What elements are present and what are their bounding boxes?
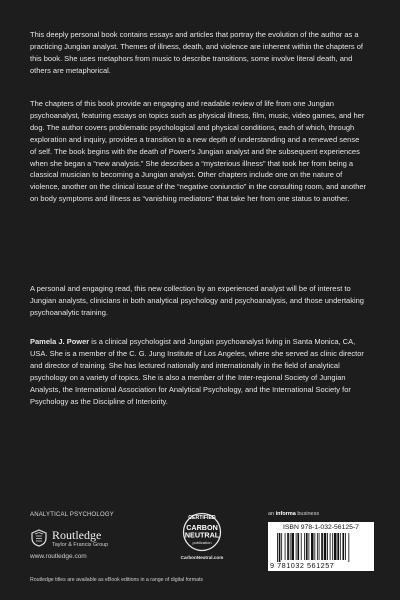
barcode-bar — [321, 533, 323, 560]
barcode-bar — [291, 533, 294, 560]
author-bio-text: is a clinical psychologist and Jungian psychoanalyst living in Santa Monica, CA, USA. She is a member of the C. G. Jung Institute of Los Angeles, where she served as clinic director and director of training. She has lectured nationally and internationally in the field of analytical psychology on a variety of topics. She is also a member of the Inter-regional Society of Jungian Analysts, the International Association for Analytical Psychology, and the International Society for Psychology as the Discipline of Interiority. — [30, 337, 364, 406]
barcode-bar — [277, 533, 278, 562]
informa-prefix: an — [268, 511, 276, 517]
isbn-text: ISBN 978-1-032-56125-7 — [283, 524, 359, 531]
barcode-bar — [342, 533, 344, 560]
description-text-2: The chapters of this book provide an engaging and readable review of life from one Jungian psychoanalyst, featuring essays on topics such as physical illness, film, music, video games, and her dog. The author covers problematic psychological and physical conditions, each of which, through exploration and inquiry, provides a transition to a new depth of understanding and a renewed sense of self. The book begins with the death of Power's Jungian analyst and the subsequent experiences when she began a “new analysis.” She describes a “mysterious illness” that took her from being a classical musician to becoming a Jungian analyst. Other chapters include one on the nature of violence, another on the clinical issue of the “negative coniunctio” in the consulting room, and another on body symptoms and illness as “vanishing mediators” that take her from one status to another. — [30, 99, 367, 204]
description-paragraph-2 — [30, 98, 367, 205]
author-bio — [30, 336, 367, 407]
barcode-bar — [279, 533, 281, 562]
description-paragraph-1 — [30, 29, 367, 77]
ebook-availability-note: Routledge titles are available as eBook editions in a range of digital formats — [30, 577, 204, 583]
barcode-bar — [301, 533, 302, 560]
informa-business-label — [268, 511, 319, 517]
publisher-name: Routledge — [52, 528, 102, 542]
publisher-logo — [30, 529, 166, 565]
seal-carbon-text: CARBON — [186, 523, 218, 532]
barcode-bar — [308, 533, 309, 560]
isbn-barcode — [268, 522, 374, 571]
barcode-bar — [304, 533, 305, 560]
barcode-bar — [317, 533, 318, 560]
seal-certified-text: CERTIFIED — [188, 515, 216, 521]
carbon-neutral-seal — [175, 508, 229, 566]
informa-brand: informa — [275, 511, 296, 517]
barcode-digits: 9 781032 561257 — [270, 561, 335, 570]
barcode-bar — [296, 533, 297, 560]
barcode-bar — [348, 533, 349, 562]
barcode-bar — [285, 533, 286, 560]
seal-neutral-text: NEUTRAL — [184, 530, 220, 540]
barcode-bar — [345, 533, 346, 560]
barcode-bar — [340, 533, 341, 560]
routledge-logo-icon — [30, 529, 48, 547]
barcode-bar — [290, 533, 291, 560]
barcode-bar — [327, 533, 328, 560]
description-text-3: A personal and engaging read, this new collection by an experienced analyst will be of interest to Jungian analysts, clinicians in both analytical psychology and psychoanalysis, and those undertaking psychoanalytic training. — [30, 284, 364, 317]
description-text-1: This deeply personal book contains essays and articles that portray the evolution of the author as a practicing Jungian analyst. Themes of illness, death, and violence are inherent within the chapters of this book. She uses metaphors from music to describe transitions, some involve literal death, and others are metaphorical. — [30, 30, 363, 75]
publisher-url: www.routledge.com — [30, 553, 87, 560]
barcode-bar — [319, 533, 320, 560]
seal-url-text: CarbonNeutral.com — [180, 555, 224, 560]
barcode-bar — [324, 533, 327, 560]
category-label: ANALYTICAL PSYCHOLOGY — [30, 512, 114, 518]
barcode-bar — [311, 533, 314, 560]
barcode-bar — [314, 533, 315, 560]
barcode-bar — [297, 533, 299, 560]
barcode-bar — [281, 533, 282, 560]
barcode-bar — [306, 533, 308, 560]
author-bio-paragraph — [30, 336, 367, 407]
seal-publication-text: publication — [192, 540, 212, 545]
publisher-group: Taylor & Francis Group — [52, 542, 109, 548]
barcode-bar — [334, 533, 337, 560]
barcode-bar — [332, 533, 333, 560]
barcode-bar — [287, 533, 289, 560]
description-paragraph-3 — [30, 283, 367, 319]
barcode-bar — [330, 533, 331, 560]
barcode-bar — [337, 533, 339, 560]
informa-suffix: business — [295, 511, 320, 517]
author-name: Pamela J. Power — [30, 337, 90, 346]
